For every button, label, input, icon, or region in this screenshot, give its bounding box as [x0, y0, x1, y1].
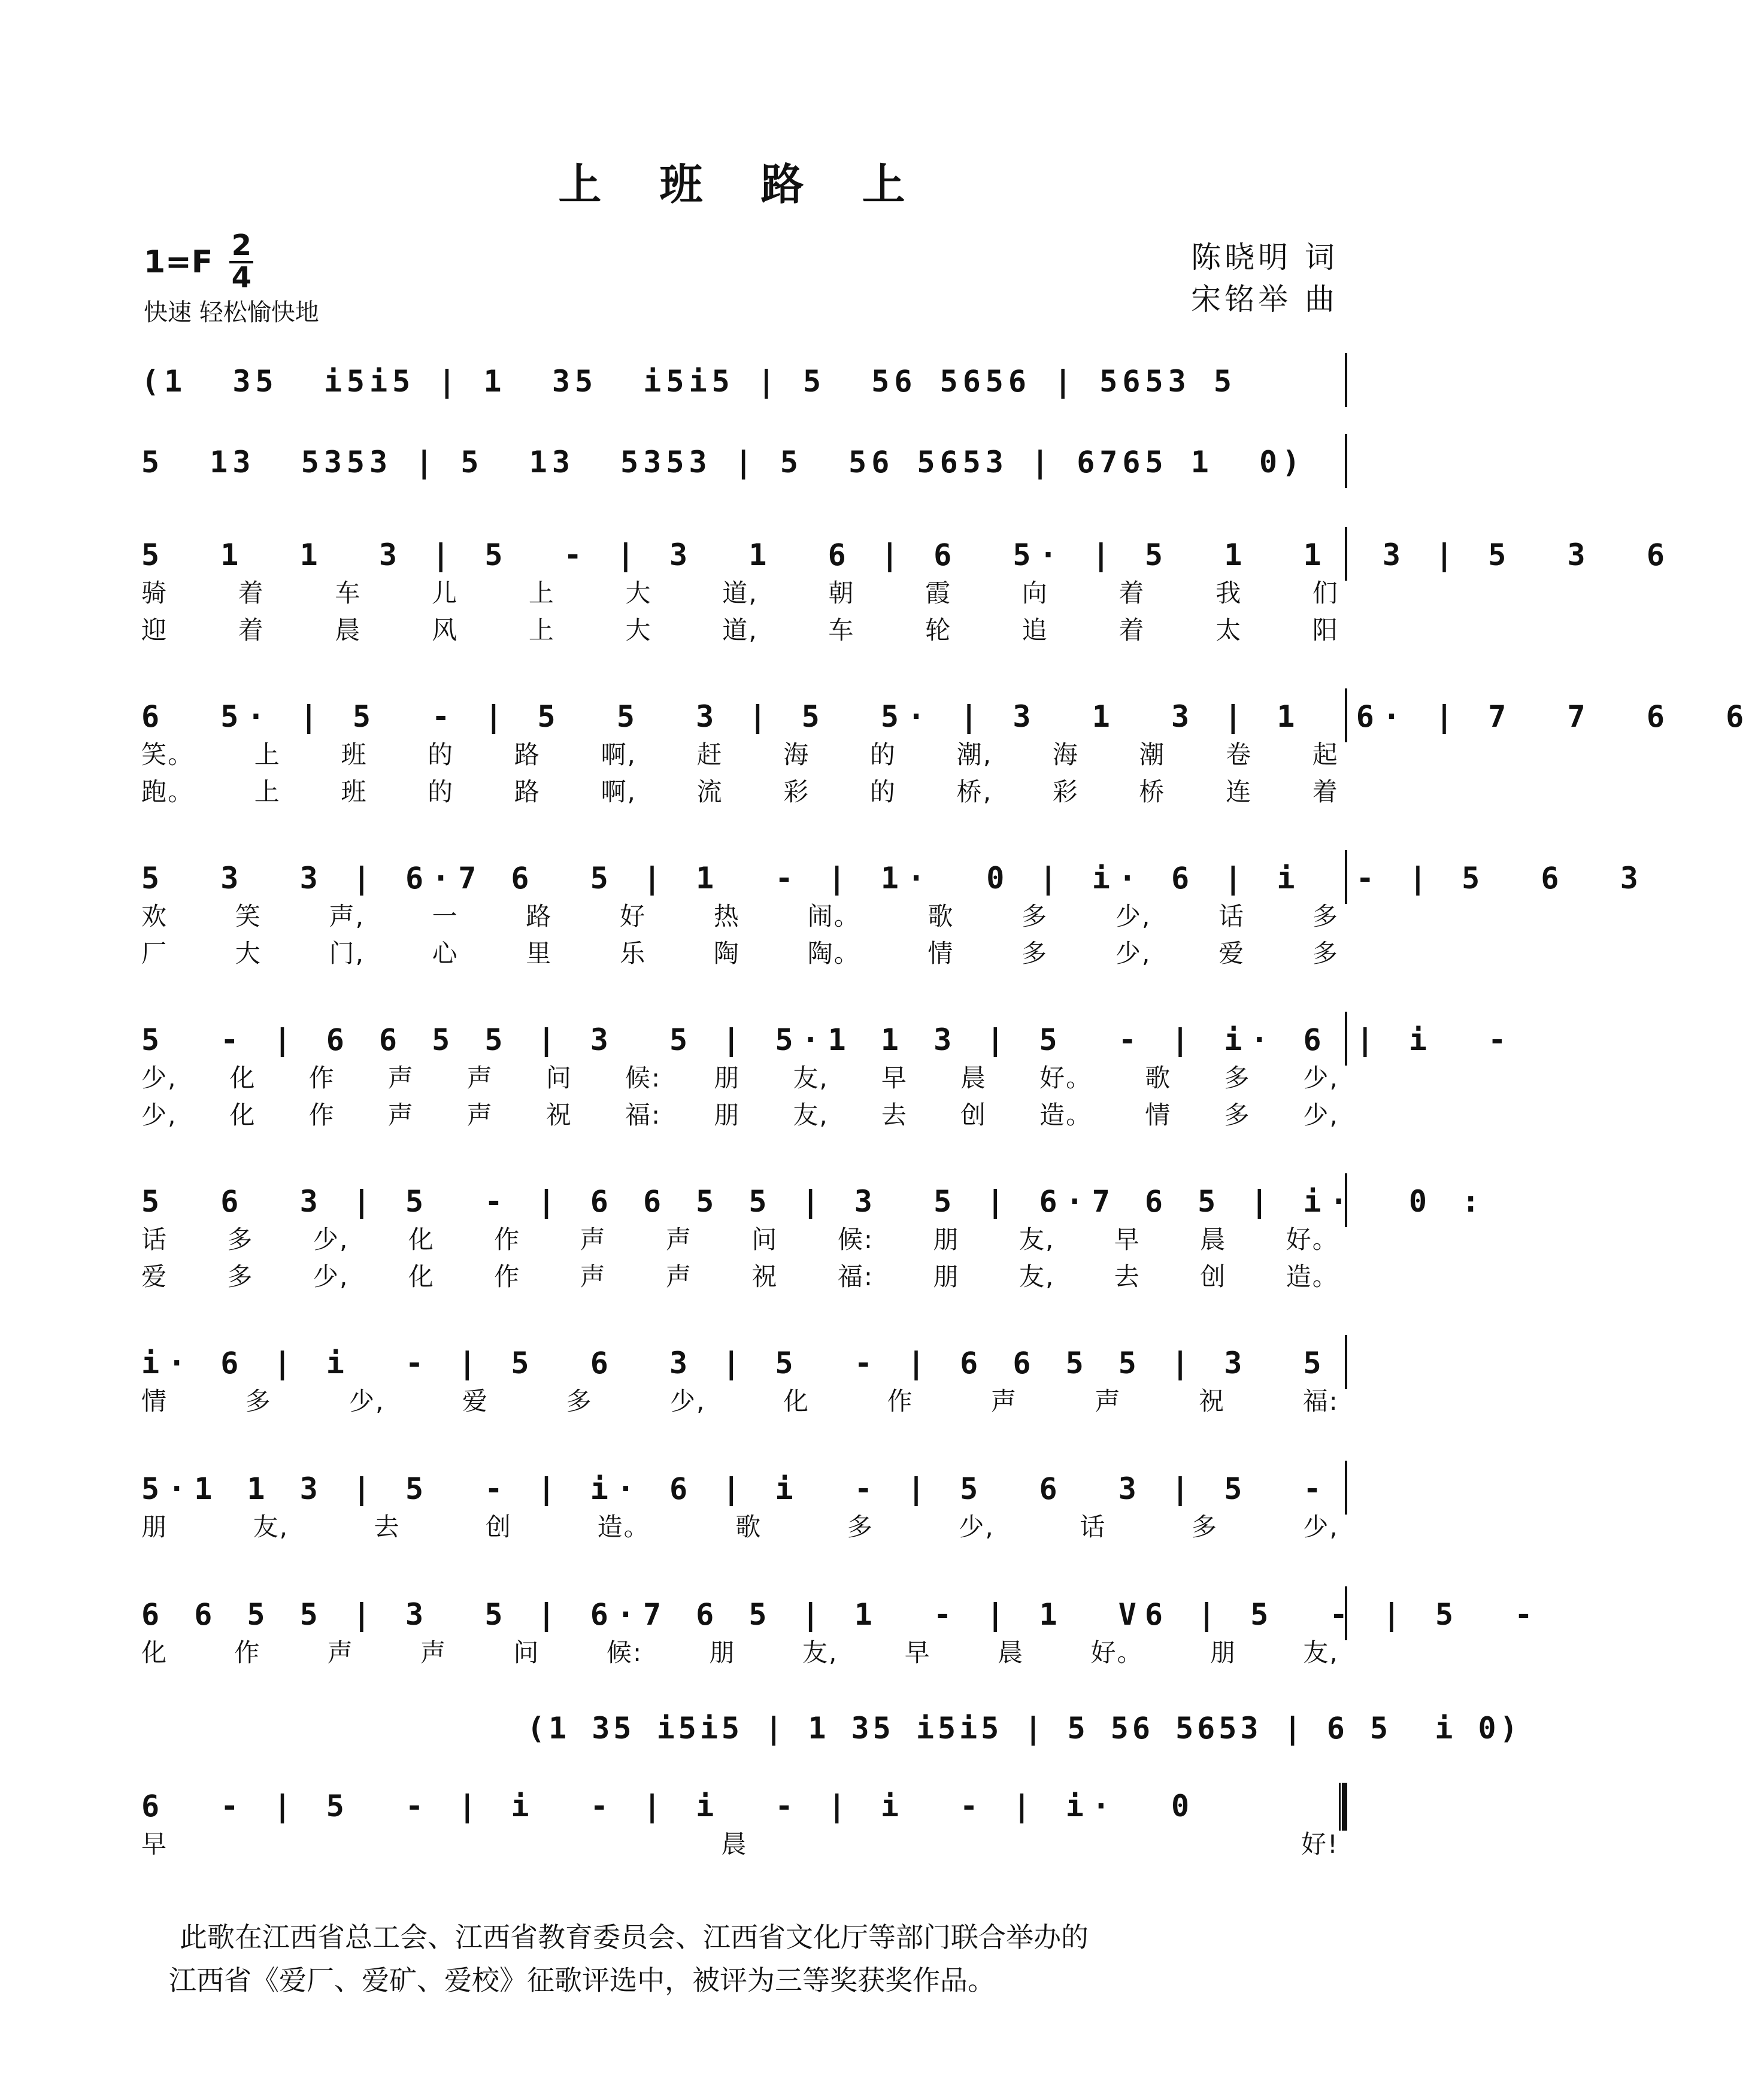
lyric-syllable: 晨 — [1200, 1225, 1227, 1254]
lyrics-verse-1 — [141, 1633, 1339, 1667]
lyric-syllable: 班 — [341, 777, 368, 806]
lyrics-verse-2 — [141, 772, 1339, 806]
lyric-syllable: 轮 — [925, 615, 952, 645]
lyric-syllable: 福: — [837, 1262, 874, 1291]
notation-line: 5 - | 6 6 5 5 | 3 5 | 5·1 1 3 | 5 - | i· 6 | i - — [141, 1022, 1515, 1057]
time-sig-bottom: 4 — [231, 260, 251, 295]
lyric-syllable: 歌 — [735, 1512, 762, 1541]
lyric-syllable: 少, — [313, 1262, 349, 1291]
notation-line: 5 6 3 | 5 - | 6 6 5 5 | 3 5 | 6·7 6 5 | i· 0 : — [141, 1184, 1489, 1219]
lyric-syllable: 海 — [783, 740, 810, 769]
lyric-syllable: 造。 — [1039, 1100, 1093, 1130]
lyric-syllable: 声, — [329, 902, 365, 931]
lyric-syllable: 闹。 — [807, 902, 860, 931]
lyric-syllable: 少, — [1115, 902, 1151, 931]
lyric-syllable: 陶 — [713, 939, 740, 968]
lyric-syllable: 卷 — [1226, 740, 1253, 769]
lyrics-verse-1 — [141, 1825, 1339, 1858]
lyrics-verse-1 — [141, 1382, 1339, 1415]
lyric-syllable: 声 — [466, 1063, 493, 1093]
lyric-syllable: 好。 — [1039, 1063, 1093, 1093]
lyric-syllable: 多 — [1191, 1512, 1218, 1541]
lyric-syllable: 道, — [722, 578, 758, 608]
lyric-syllable: 起 — [1312, 740, 1339, 769]
lyric-syllable: 朋 — [714, 1063, 741, 1093]
lyric-syllable: 早 — [904, 1638, 931, 1667]
lyric-syllable: 福: — [1302, 1386, 1339, 1416]
notation-line: (1 35 i5i5 | 1 35 i5i5 | 5 56 5656 | 5653 5 — [141, 364, 1236, 399]
lyric-syllable: 作 — [494, 1225, 521, 1254]
lyric-syllable: 多 — [1022, 939, 1048, 968]
lyric-syllable: 少, — [1303, 1100, 1339, 1130]
lyric-syllable: 连 — [1226, 777, 1253, 806]
composer-credit: 宋铭举 曲 — [1191, 282, 1338, 317]
lyric-syllable: 好! — [1301, 1829, 1339, 1859]
lyric-syllable: 早 — [1114, 1225, 1141, 1254]
score-row — [141, 1173, 1489, 1227]
lyric-syllable: 热 — [713, 902, 740, 931]
lyric-syllable: 话 — [1218, 902, 1245, 931]
notation-line: 6 - | 5 - | i - | i - | i - | i· 0 — [141, 1789, 1198, 1823]
score-row — [141, 434, 1347, 488]
lyric-syllable: 情 — [927, 939, 954, 968]
time-signature — [229, 229, 253, 295]
lyric-syllable: 好。 — [1090, 1638, 1144, 1667]
lyric-syllable: 友, — [793, 1100, 829, 1130]
lyric-syllable: 门, — [329, 939, 365, 968]
lyric-syllable: 友, — [1303, 1638, 1339, 1667]
lyric-syllable: 晨 — [335, 615, 362, 645]
coda-accompaniment: (1 35 i5i5 | 1 35 i5i5 | 5 56 5653 | 6 5 i 0) — [527, 1711, 1521, 1746]
lyric-syllable: 大 — [625, 615, 652, 645]
lyric-syllable: 车 — [335, 578, 362, 608]
lyric-syllable: 候: — [837, 1225, 874, 1254]
lyric-syllable: 少, — [1115, 939, 1151, 968]
lyric-syllable: 大 — [235, 939, 262, 968]
lyrics-verse-1 — [141, 735, 1339, 769]
lyric-syllable: 潮 — [1139, 740, 1166, 769]
time-sig-top: 2 — [231, 229, 251, 262]
lyric-syllable: 声 — [387, 1100, 414, 1130]
lyric-syllable: 里 — [526, 939, 553, 968]
lyric-syllable: 乐 — [620, 939, 647, 968]
lyric-syllable: 的 — [869, 740, 897, 769]
lyric-syllable: 上 — [254, 740, 281, 769]
lyric-syllable: 朋 — [709, 1638, 736, 1667]
lyric-syllable: 骑 — [141, 578, 168, 608]
lyric-syllable: 去 — [374, 1512, 401, 1541]
lyric-syllable: 声 — [580, 1225, 607, 1254]
lyric-syllable: 化 — [783, 1386, 810, 1416]
lyric-syllable: 候: — [606, 1638, 643, 1667]
key-signature — [144, 229, 253, 295]
score-row — [141, 850, 1647, 904]
lyrics-verse-2 — [141, 1257, 1339, 1291]
lyric-syllable: 好 — [620, 902, 647, 931]
lyric-syllable: 声 — [665, 1262, 693, 1291]
lyric-syllable: 晨 — [998, 1638, 1024, 1667]
lyric-syllable: 情 — [141, 1386, 168, 1416]
lyric-syllable: 问 — [751, 1225, 778, 1254]
lyric-syllable: 向 — [1022, 578, 1048, 608]
tempo-marking: 快速 轻松愉快地 — [144, 299, 319, 326]
lyric-syllable: 少, — [141, 1063, 177, 1093]
score-row — [141, 1012, 1515, 1066]
key-label: 1=F — [144, 244, 213, 280]
lyric-syllable: 声 — [991, 1386, 1018, 1416]
lyric-syllable: 爱 — [462, 1386, 489, 1416]
lyric-syllable: 多 — [1312, 902, 1339, 931]
lyric-syllable: 路 — [514, 740, 541, 769]
lyric-syllable: 化 — [229, 1063, 256, 1093]
lyric-syllable: 少, — [670, 1386, 706, 1416]
score-row — [141, 353, 1347, 407]
lyric-syllable: 化 — [141, 1638, 168, 1667]
score-row — [141, 527, 1673, 581]
lyric-syllable: 的 — [428, 777, 454, 806]
lyric-syllable: 笑 — [235, 902, 262, 931]
lyric-syllable: 晨 — [960, 1063, 987, 1093]
lyric-syllable: 路 — [526, 902, 553, 931]
lyric-syllable: 少, — [959, 1512, 995, 1541]
lyric-syllable: 路 — [514, 777, 541, 806]
notation-line: 6 6 5 5 | 3 5 | 6·7 6 5 | 1 - | 1 V6 | 5 - | 5 - — [141, 1597, 1541, 1632]
lyric-syllable: 上 — [528, 578, 555, 608]
lyric-syllable: 迎 — [141, 615, 168, 645]
lyric-syllable: 友, — [1019, 1262, 1055, 1291]
lyric-syllable: 作 — [887, 1386, 914, 1416]
lyric-syllable: 霞 — [925, 578, 952, 608]
lyric-syllable: 祝 — [545, 1100, 572, 1130]
lyric-syllable: 话 — [141, 1225, 168, 1254]
lyric-syllable: 朋 — [933, 1225, 960, 1254]
lyric-syllable: 作 — [308, 1100, 335, 1130]
lyric-syllable: 着 — [238, 615, 265, 645]
lyric-syllable: 福: — [625, 1100, 662, 1130]
lyricist-credit: 陈晓明 词 — [1191, 240, 1338, 275]
lyric-syllable: 彩 — [783, 777, 810, 806]
lyric-syllable: 创 — [486, 1512, 513, 1541]
coda-accompaniment-row — [527, 1700, 1521, 1754]
lyric-syllable: 多 — [566, 1386, 593, 1416]
lyric-syllable: 班 — [341, 740, 368, 769]
lyric-syllable: 问 — [513, 1638, 540, 1667]
lyric-syllable: 啊, — [601, 740, 637, 769]
lyric-syllable: 啊, — [601, 777, 637, 806]
lyric-syllable: 朋 — [714, 1100, 741, 1130]
lyrics-verse-2 — [141, 934, 1339, 967]
lyric-syllable: 爱 — [1218, 939, 1245, 968]
lyric-syllable: 造。 — [597, 1512, 650, 1541]
lyric-syllable: 友, — [793, 1063, 829, 1093]
lyric-syllable: 道, — [722, 615, 758, 645]
final-barline — [1339, 1783, 1347, 1831]
lyric-syllable: 少, — [349, 1386, 385, 1416]
lyric-syllable: 少, — [1303, 1512, 1339, 1541]
lyric-syllable: 太 — [1216, 615, 1242, 645]
song-title: 上 班 路 上 — [558, 159, 927, 210]
lyric-syllable: 话 — [1080, 1512, 1107, 1541]
lyric-syllable: 阳 — [1312, 615, 1339, 645]
lyric-syllable: 的 — [428, 740, 454, 769]
lyric-syllable: 赶 — [696, 740, 723, 769]
lyric-syllable: 声 — [327, 1638, 354, 1667]
lyric-syllable: 多 — [847, 1512, 874, 1541]
lyric-syllable: 创 — [1200, 1262, 1227, 1291]
lyric-syllable: 桥 — [1139, 777, 1166, 806]
lyric-syllable: 朝 — [828, 578, 855, 608]
lyric-syllable: 友, — [1019, 1225, 1055, 1254]
lyric-syllable: 声 — [420, 1638, 447, 1667]
footnote-line-1: 此歌在江西省总工会、江西省教育委员会、江西省文化厅等部门联合举办的 — [180, 1921, 1089, 1953]
lyric-syllable: 去 — [1114, 1262, 1141, 1291]
lyric-syllable: 着 — [1312, 777, 1339, 806]
lyric-syllable: 心 — [432, 939, 459, 968]
lyric-syllable: 创 — [960, 1100, 987, 1130]
lyric-syllable: 我 — [1216, 578, 1242, 608]
notation-line: 5 13 5353 | 5 13 5353 | 5 56 5653 | 6765 1 0) — [141, 445, 1305, 480]
lyrics-verse-1 — [141, 573, 1339, 607]
lyrics-verse-1 — [141, 897, 1339, 930]
lyric-syllable: 上 — [254, 777, 281, 806]
lyric-syllable: 着 — [1119, 615, 1145, 645]
lyric-syllable: 追 — [1022, 615, 1048, 645]
lyric-syllable: 多 — [245, 1386, 272, 1416]
lyric-syllable: 儿 — [432, 578, 459, 608]
lyric-syllable: 祝 — [1199, 1386, 1226, 1416]
lyric-syllable: 晨 — [721, 1829, 748, 1859]
lyric-syllable: 潮, — [956, 740, 993, 769]
lyric-syllable: 多 — [1312, 939, 1339, 968]
lyric-syllable: 朋 — [1210, 1638, 1237, 1667]
lyric-syllable: 早 — [141, 1829, 168, 1859]
lyric-syllable: 跑。 — [141, 777, 195, 806]
lyric-syllable: 风 — [432, 615, 459, 645]
lyric-syllable: 声 — [580, 1262, 607, 1291]
lyric-syllable: 爱 — [141, 1262, 168, 1291]
lyric-syllable: 化 — [229, 1100, 256, 1130]
lyric-syllable: 候: — [625, 1063, 662, 1093]
lyric-syllable: 朋 — [933, 1262, 960, 1291]
lyric-syllable: 多 — [1224, 1063, 1251, 1093]
lyric-syllable: 上 — [528, 615, 555, 645]
lyrics-verse-2 — [141, 1095, 1339, 1129]
lyric-syllable: 的 — [869, 777, 897, 806]
score-row — [141, 688, 1752, 742]
footnote-line-2: 江西省《爱厂、爱矿、爱校》征歌评选中，被评为三等奖获奖作品。 — [169, 1964, 995, 1996]
lyric-syllable: 笑。 — [141, 740, 195, 769]
lyric-syllable: 作 — [494, 1262, 521, 1291]
lyric-syllable: 声 — [665, 1225, 693, 1254]
notation-line: 5 1 1 3 | 5 - | 3 1 6 | 6 5· | 5 1 1 3 | 5 3 6 — [141, 538, 1673, 572]
lyric-syllable: 作 — [234, 1638, 261, 1667]
lyric-syllable: 少, — [141, 1100, 177, 1130]
lyric-syllable: 早 — [881, 1063, 908, 1093]
lyric-syllable: 化 — [408, 1225, 435, 1254]
lyric-syllable: 彩 — [1052, 777, 1079, 806]
lyric-syllable: 友, — [802, 1638, 838, 1667]
lyric-syllable: 造。 — [1286, 1262, 1339, 1291]
lyric-syllable: 着 — [238, 578, 265, 608]
lyric-syllable: 陶。 — [807, 939, 860, 968]
lyric-syllable: 着 — [1119, 578, 1145, 608]
lyric-syllable: 车 — [828, 615, 855, 645]
lyric-syllable: 多 — [227, 1262, 254, 1291]
lyric-syllable: 桥, — [956, 777, 993, 806]
lyric-syllable: 多 — [1224, 1100, 1251, 1130]
lyrics-verse-1 — [141, 1058, 1339, 1092]
lyrics-verse-1 — [141, 1220, 1339, 1254]
lyric-syllable: 欢 — [141, 902, 168, 931]
lyric-syllable: 多 — [227, 1225, 254, 1254]
lyric-syllable: 情 — [1145, 1100, 1172, 1130]
lyric-syllable: 厂 — [141, 939, 168, 968]
lyric-syllable: 朋 — [141, 1512, 168, 1541]
notation-line: 6 5· | 5 - | 5 5 3 | 5 5· | 3 1 3 | 1 6· | 7 7 6 6 — [141, 699, 1752, 734]
lyric-syllable: 歌 — [1145, 1063, 1172, 1093]
notation-line: 5·1 1 3 | 5 - | i· 6 | i - | 5 6 3 | 5 - — [141, 1471, 1330, 1506]
notation-line: 5 3 3 | 6·7 6 5 | 1 - | 1· 0 | i· 6 | i - | 5 6 3 — [141, 861, 1647, 896]
lyric-syllable: 少, — [313, 1225, 349, 1254]
lyric-syllable: 声 — [1095, 1386, 1121, 1416]
lyric-syllable: 声 — [387, 1063, 414, 1093]
score-row — [141, 1461, 1347, 1515]
lyric-syllable: 大 — [625, 578, 652, 608]
score-row — [141, 1586, 1541, 1640]
lyric-syllable: 祝 — [751, 1262, 778, 1291]
lyric-syllable: 好。 — [1286, 1225, 1339, 1254]
score-row — [141, 1335, 1347, 1389]
lyric-syllable: 歌 — [927, 902, 954, 931]
lyric-syllable: 们 — [1312, 578, 1339, 608]
lyrics-verse-2 — [141, 611, 1339, 644]
lyric-syllable: 去 — [881, 1100, 908, 1130]
notation-line: i· 6 | i - | 5 6 3 | 5 - | 6 6 5 5 | 3 5 — [141, 1346, 1330, 1380]
lyric-syllable: 作 — [308, 1063, 335, 1093]
lyric-syllable: 友, — [253, 1512, 289, 1541]
lyric-syllable: 多 — [1022, 902, 1048, 931]
lyric-syllable: 流 — [696, 777, 723, 806]
lyric-syllable: 少, — [1303, 1063, 1339, 1093]
lyric-syllable: 声 — [466, 1100, 493, 1130]
lyrics-verse-1 — [141, 1507, 1339, 1541]
lyric-syllable: 海 — [1052, 740, 1079, 769]
lyric-syllable: 化 — [408, 1262, 435, 1291]
score-row — [141, 1778, 1345, 1832]
lyric-syllable: 一 — [432, 902, 459, 931]
lyric-syllable: 问 — [545, 1063, 572, 1093]
